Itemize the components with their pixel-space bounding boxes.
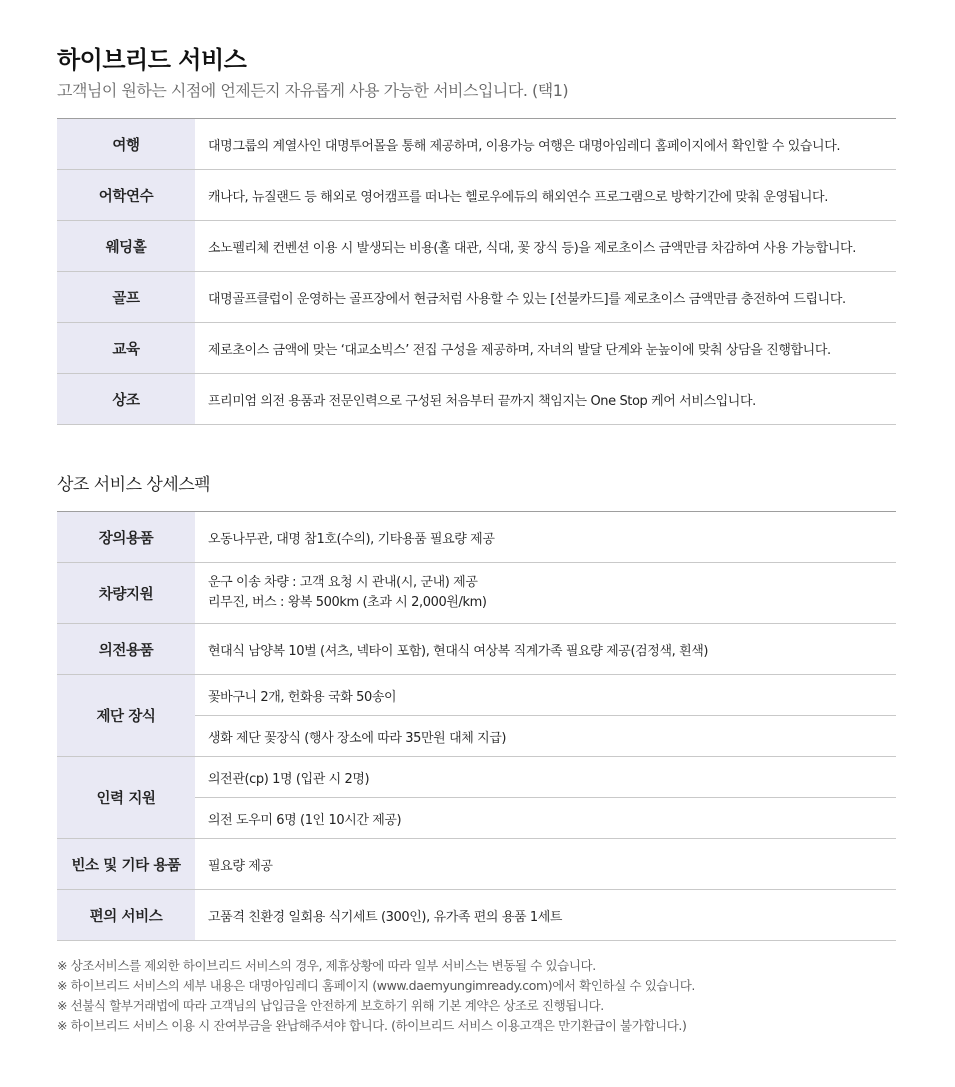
service-name-wedding-hall: 웨딩홀 xyxy=(57,221,195,272)
service-desc-education: 제로초이스 금액에 맞는 ‘대교소빅스’ 전집 구성을 제공하며, 자녀의 발달 단계와 눈높이에 맞춰 상담을 진행합니다. xyxy=(195,323,896,374)
service-desc-language-study: 캐나다, 뉴질랜드 등 해외로 영어캠프를 떠나는 헬로우에듀의 해외연수 프로그램으로 방학기간에 맞춰 운영됩니다. xyxy=(195,170,896,221)
spec-name-mourning-room-supplies: 빈소 및 기타 용품 xyxy=(57,839,195,890)
spec-value-staff-support: 의전관(cp) 1명 (입관 시 2명) xyxy=(195,757,896,798)
footnote: ※ 하이브리드 서비스의 세부 내용은 대명아임레디 홈페이지 (www.daemyungimready.com)에서 확인하실 수 있습니다. xyxy=(57,978,695,993)
table-row xyxy=(57,839,896,890)
footnotes xyxy=(57,956,695,1036)
service-desc-travel: 대명그룹의 계열사인 대명투어몰을 통해 제공하며, 이용가능 여행은 대명아임레디 홈페이지에서 확인할 수 있습니다. xyxy=(195,119,896,170)
service-desc-funeral: 프리미엄 의전 용품과 전문인력으로 구성된 처음부터 끝까지 책임지는 One Stop 케어 서비스입니다. xyxy=(195,374,896,425)
service-name-travel: 여행 xyxy=(57,119,195,170)
spec-value-ceremony-supplies: 현대식 남양복 10벌 (셔츠, 넥타이 포함), 현대식 여상복 직계가족 필요량 제공(검정색, 흰색) xyxy=(195,624,896,675)
spec-name-vehicle-support: 차량지원 xyxy=(57,563,195,624)
service-name-funeral: 상조 xyxy=(57,374,195,425)
funeral-spec-table xyxy=(57,511,896,941)
service-desc-golf: 대명골프클럽이 운영하는 골프장에서 현금처럼 사용할 수 있는 [선불카드]를 제로초이스 금액만큼 충전하여 드립니다. xyxy=(195,272,896,323)
spec-name-altar-decoration: 제단 장식 xyxy=(57,675,195,757)
table-row xyxy=(57,512,896,563)
page-subtitle: 고객님이 원하는 시점에 언제든지 자유롭게 사용 가능한 서비스입니다. (택1) xyxy=(57,81,569,100)
table-row xyxy=(57,119,896,170)
table-row xyxy=(57,675,896,716)
spec-value-mourning-room-supplies: 필요량 제공 xyxy=(195,839,896,890)
table-row xyxy=(57,272,896,323)
table-row xyxy=(57,757,896,798)
spec-name-funeral-supplies: 장의용품 xyxy=(57,512,195,563)
spec-value-staff-support: 의전 도우미 6명 (1인 10시간 제공) xyxy=(195,798,896,839)
spec-name-ceremony-supplies: 의전용품 xyxy=(57,624,195,675)
spec-value-altar-decoration: 꽃바구니 2개, 헌화용 국화 50송이 xyxy=(195,675,896,716)
footnote: ※ 상조서비스를 제외한 하이브리드 서비스의 경우, 제휴상황에 따라 일부 서비스는 변동될 수 있습니다. xyxy=(57,958,596,973)
table-row xyxy=(57,563,896,624)
spec-value-altar-decoration: 생화 제단 꽃장식 (행사 장소에 따라 35만원 대체 지급) xyxy=(195,716,896,757)
footnote: ※ 선불식 할부거래법에 따라 고객님의 납입금을 안전하게 보호하기 위해 기본 계약은 상조로 진행됩니다. xyxy=(57,998,604,1013)
service-name-language-study: 어학연수 xyxy=(57,170,195,221)
spec-name-staff-support: 인력 지원 xyxy=(57,757,195,839)
page-title: 하이브리드 서비스 xyxy=(57,46,247,74)
table-row xyxy=(57,890,896,941)
table-row xyxy=(57,624,896,675)
table-row xyxy=(57,170,896,221)
spec-value-convenience-service: 고품격 친환경 일회용 식기세트 (300인), 유가족 편의 용품 1세트 xyxy=(195,890,896,941)
spec-value-line: 리무진, 버스 : 왕복 500km (초과 시 2,000원/km) xyxy=(208,595,487,610)
spec-value-vehicle-support xyxy=(195,563,896,624)
funeral-spec-title: 상조 서비스 상세스펙 xyxy=(57,475,211,495)
service-name-golf: 골프 xyxy=(57,272,195,323)
service-desc-wedding-hall: 소노펠리체 컨벤션 이용 시 발생되는 비용(홀 대관, 식대, 꽃 장식 등)을 제로초이스 금액만큼 차감하여 사용 가능합니다. xyxy=(195,221,896,272)
hybrid-services-table xyxy=(57,118,896,425)
spec-value-funeral-supplies: 오동나무관, 대명 참1호(수의), 기타용품 필요량 제공 xyxy=(195,512,896,563)
table-row xyxy=(57,323,896,374)
table-row xyxy=(57,221,896,272)
footnote: ※ 하이브리드 서비스 이용 시 잔여부금을 완납해주셔야 합니다. (하이브리드 서비스 이용고객은 만기환급이 불가합니다.) xyxy=(57,1018,687,1033)
spec-value-line: 운구 이송 차량 : 고객 요청 시 관내(시, 군내) 제공 xyxy=(208,575,478,590)
service-name-education: 교육 xyxy=(57,323,195,374)
table-row xyxy=(57,374,896,425)
spec-name-convenience-service: 편의 서비스 xyxy=(57,890,195,941)
